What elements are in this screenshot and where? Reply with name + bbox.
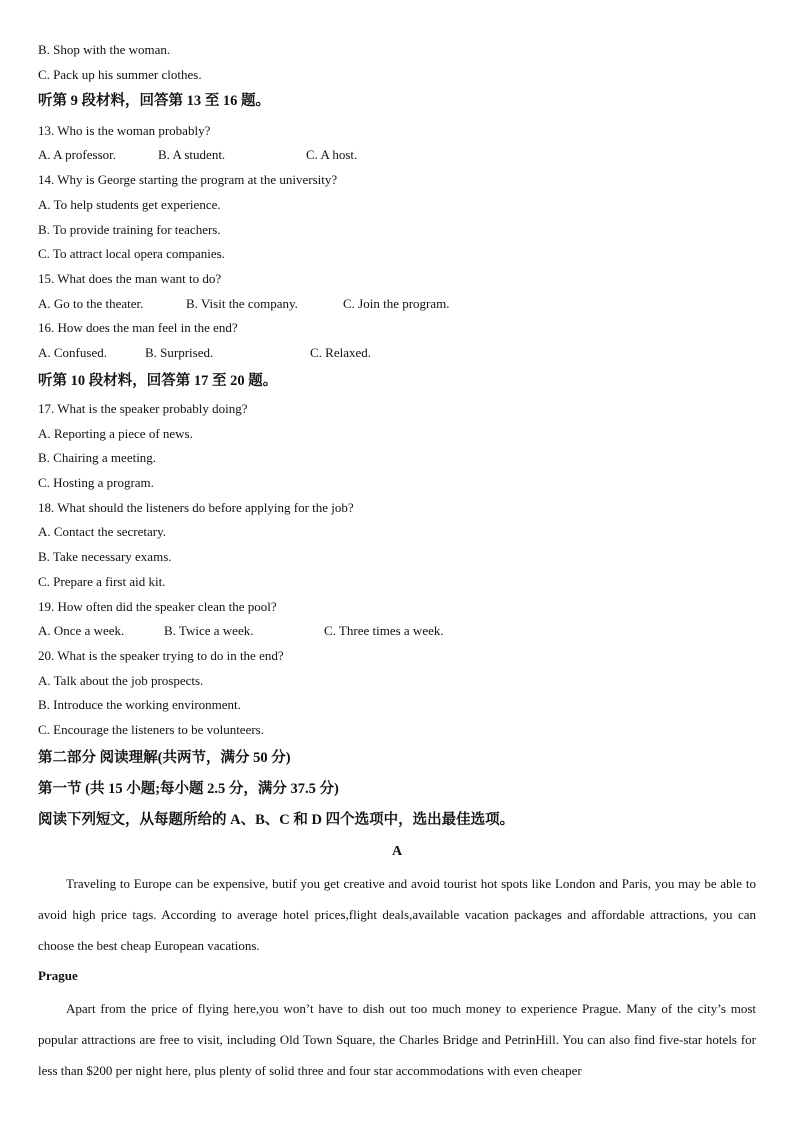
q16-options (38, 345, 371, 361)
q13-option-a: A. A professor. (38, 147, 116, 162)
q16-question: 16. How does the man feel in the end? (38, 320, 238, 335)
q16-option-a: A. Confused. (38, 345, 107, 360)
q17-option-c: C. Hosting a program. (38, 475, 154, 490)
q18-option-a: A. Contact the secretary. (38, 524, 167, 539)
q14-option-a: A. To help students get experience. (38, 197, 221, 212)
section10-title: 听第 10 段材料，回答第 17 至 20 题。 (38, 373, 278, 389)
q19-option-a: A. Once a week. (38, 623, 125, 638)
q15-option-b: B. Visit the company. (186, 296, 298, 311)
q15-question: 15. What does the man want to do? (38, 271, 222, 286)
q16-option-b: B. Surprised. (145, 345, 214, 360)
q19-option-b: B. Twice a week. (164, 623, 254, 638)
q16-option-c: C. Relaxed. (310, 345, 372, 360)
q14-option-c: C. To attract local opera companies. (38, 246, 225, 261)
q20-question: 20. What is the speaker trying to do in the end? (38, 648, 284, 663)
q13-option-c: C. A host. (306, 147, 358, 162)
q20-option-a: A. Talk about the job prospects. (38, 673, 204, 688)
prague-heading: Prague (38, 968, 78, 983)
q17-option-b: B. Chairing a meeting. (38, 450, 157, 465)
q18-option-b: B. Take necessary exams. (38, 549, 172, 564)
part2-section1-title: 第一节 (共 15 小题;每小题 2.5 分，满分 37.5 分) (38, 781, 339, 797)
q19-options (38, 623, 444, 639)
q13-question: 13. Who is the woman probably? (38, 123, 211, 138)
q20-option-b: B. Introduce the working environment. (38, 697, 241, 712)
q15-option-a: A. Go to the theater. (38, 296, 144, 311)
q17-question: 17. What is the speaker probably doing? (38, 401, 248, 416)
q14-option-b: B. To provide training for teachers. (38, 222, 221, 237)
q19-option-c: C. Three times a week. (324, 623, 444, 638)
q14-question: 14. Why is George starting the program at the university? (38, 172, 338, 187)
passage-label: A (391, 844, 403, 859)
section9-title: 听第 9 段材料，回答第 13 至 16 题。 (38, 93, 270, 109)
q15-options (38, 296, 450, 312)
q18-question: 18. What should the listeners do before applying for the job? (38, 500, 354, 515)
q19-question: 19. How often did the speaker clean the pool? (38, 599, 277, 614)
q12-option-b: B. Shop with the woman. (38, 42, 171, 57)
q13-option-b: B. A student. (158, 147, 226, 162)
q18-option-c: C. Prepare a first aid kit. (38, 574, 166, 589)
q15-option-c: C. Join the program. (343, 296, 450, 311)
prague-paragraph: Apart from the price of flying here,you won’t have to dish out too much money to experience Prague. Many of the city’s most popular attractions are free to visit, including Old Town Square, the Charles Bridge and PetrinHill. You can also find five-star hotels for less than $200 per night here, plus plenty of solid three and four star accommodations with even cheaper (38, 1001, 756, 1078)
q17-option-a: A. Reporting a piece of news. (38, 426, 193, 441)
passage-intro-paragraph: Traveling to Europe can be expensive, butif you get creative and avoid tourist hot spots like London and Paris, you may be able to avoid high price tags. According to average hotel prices,flight deals,available vacation packages and affordable attractions, you can choose the best cheap European vacations. (38, 876, 756, 953)
q12-option-c: C. Pack up his summer clothes. (38, 67, 202, 82)
part2-instruction: 阅读下列短文，从每题所给的 A、B、C 和 D 四个选项中，选出最佳选项。 (38, 812, 515, 828)
q20-option-c: C. Encourage the listeners to be volunteers. (38, 722, 264, 737)
q13-options (38, 147, 357, 163)
part2-title: 第二部分 阅读理解(共两节，满分 50 分) (38, 750, 291, 766)
